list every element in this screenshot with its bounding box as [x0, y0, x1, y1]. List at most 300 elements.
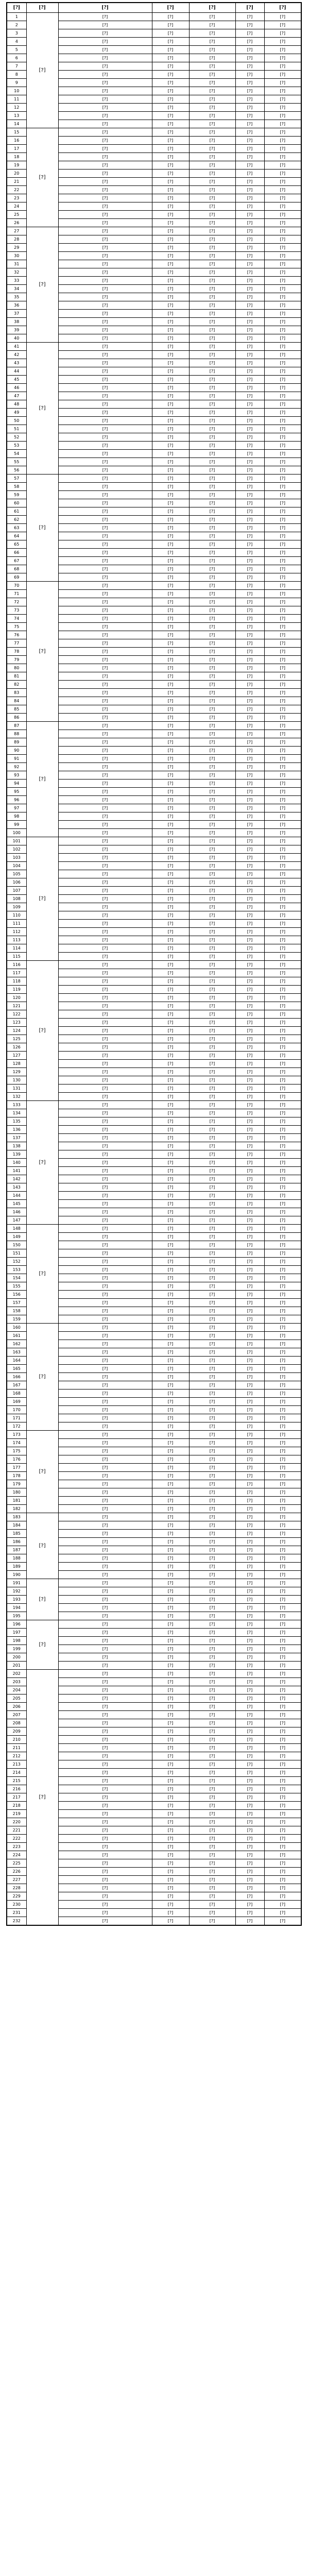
political-status-cell: [?]: [189, 38, 235, 46]
political-status-cell: [?]: [189, 672, 235, 681]
political-status-cell: [?]: [189, 145, 235, 153]
ethnicity-cell: [?]: [264, 227, 301, 235]
name-cell: [?]: [152, 1505, 189, 1513]
area-cell: [?]: [58, 334, 152, 343]
serial-cell: 201: [7, 1662, 26, 1670]
serial-cell: 226: [7, 1868, 26, 1876]
sex-cell: [?]: [235, 170, 264, 178]
serial-cell: 27: [7, 227, 26, 235]
name-cell: [?]: [152, 911, 189, 920]
name-cell: [?]: [152, 1777, 189, 1785]
political-status-cell: [?]: [189, 1662, 235, 1670]
area-cell: [?]: [58, 1142, 152, 1150]
serial-cell: 170: [7, 1406, 26, 1414]
ethnicity-cell: [?]: [264, 878, 301, 887]
political-status-cell: [?]: [189, 351, 235, 359]
political-status-cell: [?]: [189, 1159, 235, 1167]
sex-cell: [?]: [235, 409, 264, 417]
serial-cell: 54: [7, 450, 26, 458]
sex-cell: [?]: [235, 977, 264, 986]
name-cell: [?]: [152, 1307, 189, 1315]
ethnicity-cell: [?]: [264, 186, 301, 194]
political-status-cell: [?]: [189, 516, 235, 524]
political-status-cell: [?]: [189, 969, 235, 977]
name-cell: [?]: [152, 359, 189, 367]
sex-cell: [?]: [235, 1324, 264, 1332]
serial-cell: 14: [7, 120, 26, 128]
serial-cell: 148: [7, 1225, 26, 1233]
political-status-cell: [?]: [189, 1052, 235, 1060]
political-status-cell: [?]: [189, 1604, 235, 1612]
name-cell: [?]: [152, 1431, 189, 1439]
political-status-cell: [?]: [189, 763, 235, 771]
sex-cell: [?]: [235, 277, 264, 285]
serial-cell: 159: [7, 1315, 26, 1324]
name-cell: [?]: [152, 1365, 189, 1373]
political-status-cell: [?]: [189, 1192, 235, 1200]
political-status-cell: [?]: [189, 1546, 235, 1554]
name-cell: [?]: [152, 458, 189, 466]
area-cell: [?]: [58, 1093, 152, 1101]
ethnicity-cell: [?]: [264, 277, 301, 285]
area-cell: [?]: [58, 573, 152, 582]
serial-cell: 217: [7, 1793, 26, 1802]
ethnicity-cell: [?]: [264, 977, 301, 986]
political-status-cell: [?]: [189, 1530, 235, 1538]
area-cell: [?]: [58, 1159, 152, 1167]
sex-cell: [?]: [235, 1216, 264, 1225]
name-cell: [?]: [152, 120, 189, 128]
name-cell: [?]: [152, 310, 189, 318]
political-status-cell: [?]: [189, 656, 235, 664]
serial-cell: 32: [7, 268, 26, 277]
ethnicity-cell: [?]: [264, 565, 301, 573]
area-cell: [?]: [58, 887, 152, 895]
name-cell: [?]: [152, 1282, 189, 1291]
sex-cell: [?]: [235, 1093, 264, 1101]
serial-cell: 64: [7, 532, 26, 540]
name-cell: [?]: [152, 689, 189, 697]
political-status-cell: [?]: [189, 1620, 235, 1629]
sex-cell: [?]: [235, 235, 264, 244]
political-status-cell: [?]: [189, 1521, 235, 1530]
sex-cell: [?]: [235, 903, 264, 911]
ethnicity-cell: [?]: [264, 1447, 301, 1455]
serial-cell: 60: [7, 499, 26, 507]
serial-cell: 46: [7, 384, 26, 392]
name-cell: [?]: [152, 499, 189, 507]
sex-cell: [?]: [235, 1760, 264, 1769]
serial-cell: 121: [7, 1002, 26, 1010]
name-cell: [?]: [152, 104, 189, 112]
political-status-cell: [?]: [189, 1859, 235, 1868]
political-status-cell: [?]: [189, 1769, 235, 1777]
political-status-cell: [?]: [189, 1645, 235, 1653]
name-cell: [?]: [152, 343, 189, 351]
ethnicity-cell: [?]: [264, 854, 301, 862]
ethnicity-cell: [?]: [264, 1381, 301, 1389]
serial-cell: 116: [7, 961, 26, 969]
ethnicity-cell: [?]: [264, 1917, 301, 1926]
ethnicity-cell: [?]: [264, 13, 301, 21]
sex-cell: [?]: [235, 1480, 264, 1488]
ethnicity-cell: [?]: [264, 1109, 301, 1117]
sex-cell: [?]: [235, 549, 264, 557]
name-cell: [?]: [152, 1274, 189, 1282]
ethnicity-cell: [?]: [264, 1835, 301, 1843]
name-cell: [?]: [152, 29, 189, 38]
name-cell: [?]: [152, 796, 189, 804]
sex-cell: [?]: [235, 689, 264, 697]
political-status-cell: [?]: [189, 1109, 235, 1117]
area-cell: [?]: [58, 425, 152, 433]
serial-cell: 16: [7, 137, 26, 145]
name-cell: [?]: [152, 1389, 189, 1398]
sex-cell: [?]: [235, 1406, 264, 1414]
serial-cell: 164: [7, 1357, 26, 1365]
serial-cell: 117: [7, 969, 26, 977]
area-cell: [?]: [58, 161, 152, 170]
political-status-cell: [?]: [189, 582, 235, 590]
ethnicity-cell: [?]: [264, 911, 301, 920]
political-status-cell: [?]: [189, 598, 235, 606]
serial-cell: 28: [7, 235, 26, 244]
ethnicity-cell: [?]: [264, 1043, 301, 1052]
area-cell: [?]: [58, 1241, 152, 1249]
sex-cell: [?]: [235, 458, 264, 466]
political-status-cell: [?]: [189, 46, 235, 54]
sex-cell: [?]: [235, 1019, 264, 1027]
name-cell: [?]: [152, 1719, 189, 1727]
ethnicity-cell: [?]: [264, 95, 301, 104]
header-city: [?]: [26, 3, 58, 13]
area-cell: [?]: [58, 845, 152, 854]
serial-cell: 66: [7, 549, 26, 557]
political-status-cell: [?]: [189, 738, 235, 747]
area-cell: [?]: [58, 277, 152, 285]
name-cell: [?]: [152, 1414, 189, 1422]
political-status-cell: [?]: [189, 71, 235, 79]
area-cell: [?]: [58, 219, 152, 227]
political-status-cell: [?]: [189, 442, 235, 450]
sex-cell: [?]: [235, 62, 264, 71]
area-cell: [?]: [58, 524, 152, 532]
area-cell: [?]: [58, 1291, 152, 1299]
political-status-cell: [?]: [189, 1299, 235, 1307]
name-cell: [?]: [152, 573, 189, 582]
name-cell: [?]: [152, 1917, 189, 1926]
political-status-cell: [?]: [189, 1678, 235, 1686]
ethnicity-cell: [?]: [264, 714, 301, 722]
area-cell: [?]: [58, 1662, 152, 1670]
area-cell: [?]: [58, 1909, 152, 1917]
serial-cell: 105: [7, 870, 26, 878]
ethnicity-cell: [?]: [264, 1159, 301, 1167]
serial-cell: 212: [7, 1752, 26, 1760]
ethnicity-cell: [?]: [264, 1208, 301, 1216]
political-status-cell: [?]: [189, 1101, 235, 1109]
ethnicity-cell: [?]: [264, 1521, 301, 1530]
name-cell: [?]: [152, 615, 189, 623]
name-cell: [?]: [152, 1010, 189, 1019]
area-cell: [?]: [58, 664, 152, 672]
area-cell: [?]: [58, 1084, 152, 1093]
ethnicity-cell: [?]: [264, 1307, 301, 1315]
area-cell: [?]: [58, 1060, 152, 1068]
name-cell: [?]: [152, 1530, 189, 1538]
political-status-cell: [?]: [189, 1084, 235, 1093]
sex-cell: [?]: [235, 598, 264, 606]
name-cell: [?]: [152, 1826, 189, 1835]
ethnicity-cell: [?]: [264, 351, 301, 359]
ethnicity-cell: [?]: [264, 730, 301, 738]
sex-cell: [?]: [235, 1052, 264, 1060]
area-cell: [?]: [58, 631, 152, 639]
sex-cell: [?]: [235, 1686, 264, 1694]
serial-cell: 158: [7, 1307, 26, 1315]
serial-cell: 152: [7, 1258, 26, 1266]
area-cell: [?]: [58, 606, 152, 615]
serial-cell: 89: [7, 738, 26, 747]
area-cell: [?]: [58, 705, 152, 714]
ethnicity-cell: [?]: [264, 689, 301, 697]
sex-cell: [?]: [235, 1868, 264, 1876]
serial-cell: 69: [7, 573, 26, 582]
ethnicity-cell: [?]: [264, 1703, 301, 1711]
political-status-cell: [?]: [189, 384, 235, 392]
sex-cell: [?]: [235, 615, 264, 623]
political-status-cell: [?]: [189, 1208, 235, 1216]
table-row: [7, 1513, 301, 1521]
area-cell: [?]: [58, 95, 152, 104]
serial-cell: 87: [7, 722, 26, 730]
name-cell: [?]: [152, 1315, 189, 1324]
name-cell: [?]: [152, 1142, 189, 1150]
political-status-cell: [?]: [189, 1117, 235, 1126]
name-cell: [?]: [152, 1686, 189, 1694]
name-cell: [?]: [152, 747, 189, 755]
table-body: [7, 13, 301, 1926]
political-status-cell: [?]: [189, 977, 235, 986]
serial-cell: 211: [7, 1744, 26, 1752]
table-header: [7, 3, 301, 13]
name-cell: [?]: [152, 1027, 189, 1035]
political-status-cell: [?]: [189, 887, 235, 895]
city-cell: [?]: [26, 343, 58, 474]
sex-cell: [?]: [235, 474, 264, 483]
political-status-cell: [?]: [189, 310, 235, 318]
sex-cell: [?]: [235, 21, 264, 29]
political-status-cell: [?]: [189, 1744, 235, 1752]
sex-cell: [?]: [235, 1117, 264, 1126]
political-status-cell: [?]: [189, 1439, 235, 1447]
serial-cell: 183: [7, 1513, 26, 1521]
sex-cell: [?]: [235, 112, 264, 120]
area-cell: [?]: [58, 1769, 152, 1777]
area-cell: [?]: [58, 1727, 152, 1736]
area-cell: [?]: [58, 112, 152, 120]
political-status-cell: [?]: [189, 219, 235, 227]
sex-cell: [?]: [235, 1645, 264, 1653]
name-cell: [?]: [152, 1612, 189, 1620]
sex-cell: [?]: [235, 631, 264, 639]
ethnicity-cell: [?]: [264, 153, 301, 161]
ethnicity-cell: [?]: [264, 87, 301, 95]
name-cell: [?]: [152, 648, 189, 656]
name-cell: [?]: [152, 895, 189, 903]
name-cell: [?]: [152, 1126, 189, 1134]
area-cell: [?]: [58, 1101, 152, 1109]
area-cell: [?]: [58, 788, 152, 796]
sex-cell: [?]: [235, 1917, 264, 1926]
serial-cell: 227: [7, 1876, 26, 1884]
ethnicity-cell: [?]: [264, 384, 301, 392]
serial-cell: 186: [7, 1538, 26, 1546]
ethnicity-cell: [?]: [264, 804, 301, 812]
serial-cell: 224: [7, 1851, 26, 1859]
header-ethnicity: [?]: [264, 3, 301, 13]
name-cell: [?]: [152, 631, 189, 639]
sex-cell: [?]: [235, 854, 264, 862]
ethnicity-cell: [?]: [264, 1563, 301, 1571]
serial-cell: 93: [7, 771, 26, 779]
serial-cell: 112: [7, 928, 26, 936]
sex-cell: [?]: [235, 1076, 264, 1084]
political-status-cell: [?]: [189, 301, 235, 310]
area-cell: [?]: [58, 1019, 152, 1027]
ethnicity-cell: [?]: [264, 1150, 301, 1159]
name-cell: [?]: [152, 961, 189, 969]
ethnicity-cell: [?]: [264, 705, 301, 714]
serial-cell: 42: [7, 351, 26, 359]
ethnicity-cell: [?]: [264, 1554, 301, 1563]
ethnicity-cell: [?]: [264, 763, 301, 771]
sex-cell: [?]: [235, 953, 264, 961]
political-status-cell: [?]: [189, 1901, 235, 1909]
name-cell: [?]: [152, 936, 189, 944]
name-cell: [?]: [152, 697, 189, 705]
area-cell: [?]: [58, 351, 152, 359]
name-cell: [?]: [152, 845, 189, 854]
serial-cell: 103: [7, 854, 26, 862]
area-cell: [?]: [58, 1587, 152, 1596]
area-cell: [?]: [58, 1777, 152, 1785]
political-status-cell: [?]: [189, 895, 235, 903]
area-cell: [?]: [58, 928, 152, 936]
ethnicity-cell: [?]: [264, 1431, 301, 1439]
political-status-cell: [?]: [189, 425, 235, 433]
political-status-cell: [?]: [189, 466, 235, 474]
political-status-cell: [?]: [189, 260, 235, 268]
ethnicity-cell: [?]: [264, 1249, 301, 1258]
ethnicity-cell: [?]: [264, 1818, 301, 1826]
area-cell: [?]: [58, 1216, 152, 1225]
roster-table: [6, 2, 302, 1926]
serial-cell: 216: [7, 1785, 26, 1793]
area-cell: [?]: [58, 549, 152, 557]
serial-cell: 71: [7, 590, 26, 598]
ethnicity-cell: [?]: [264, 483, 301, 491]
political-status-cell: [?]: [189, 1596, 235, 1604]
serial-cell: 67: [7, 557, 26, 565]
political-status-cell: [?]: [189, 1909, 235, 1917]
ethnicity-cell: [?]: [264, 409, 301, 417]
political-status-cell: [?]: [189, 944, 235, 953]
area-cell: [?]: [58, 1876, 152, 1884]
city-cell: [?]: [26, 1579, 58, 1620]
serial-cell: 207: [7, 1711, 26, 1719]
ethnicity-cell: [?]: [264, 986, 301, 994]
serial-cell: 77: [7, 639, 26, 648]
area-cell: [?]: [58, 755, 152, 763]
sex-cell: [?]: [235, 1175, 264, 1183]
ethnicity-cell: [?]: [264, 639, 301, 648]
political-status-cell: [?]: [189, 1093, 235, 1101]
name-cell: [?]: [152, 1439, 189, 1447]
ethnicity-cell: [?]: [264, 755, 301, 763]
sex-cell: [?]: [235, 771, 264, 779]
ethnicity-cell: [?]: [264, 1620, 301, 1629]
name-cell: [?]: [152, 1769, 189, 1777]
ethnicity-cell: [?]: [264, 1010, 301, 1019]
serial-cell: 70: [7, 582, 26, 590]
table-row: [7, 1579, 301, 1587]
city-cell: [?]: [26, 837, 58, 961]
ethnicity-cell: [?]: [264, 21, 301, 29]
sex-cell: [?]: [235, 788, 264, 796]
area-cell: [?]: [58, 170, 152, 178]
sex-cell: [?]: [235, 1843, 264, 1851]
political-status-cell: [?]: [189, 343, 235, 351]
name-cell: [?]: [152, 13, 189, 21]
name-cell: [?]: [152, 1241, 189, 1249]
ethnicity-cell: [?]: [264, 334, 301, 343]
political-status-cell: [?]: [189, 318, 235, 326]
ethnicity-cell: [?]: [264, 1299, 301, 1307]
political-status-cell: [?]: [189, 1389, 235, 1398]
serial-cell: 100: [7, 829, 26, 837]
area-cell: [?]: [58, 1192, 152, 1200]
ethnicity-cell: [?]: [264, 812, 301, 821]
name-cell: [?]: [152, 1035, 189, 1043]
political-status-cell: [?]: [189, 417, 235, 425]
name-cell: [?]: [152, 1200, 189, 1208]
sex-cell: [?]: [235, 573, 264, 582]
area-cell: [?]: [58, 343, 152, 351]
name-cell: [?]: [152, 862, 189, 870]
serial-cell: 113: [7, 936, 26, 944]
serial-cell: 39: [7, 326, 26, 334]
ethnicity-cell: [?]: [264, 664, 301, 672]
sex-cell: [?]: [235, 796, 264, 804]
area-cell: [?]: [58, 1612, 152, 1620]
ethnicity-cell: [?]: [264, 1076, 301, 1084]
sex-cell: [?]: [235, 1389, 264, 1398]
sex-cell: [?]: [235, 804, 264, 812]
name-cell: [?]: [152, 1513, 189, 1521]
name-cell: [?]: [152, 1736, 189, 1744]
area-cell: [?]: [58, 227, 152, 235]
name-cell: [?]: [152, 1785, 189, 1793]
serial-cell: 80: [7, 664, 26, 672]
ethnicity-cell: [?]: [264, 170, 301, 178]
sex-cell: [?]: [235, 1744, 264, 1752]
name-cell: [?]: [152, 582, 189, 590]
political-status-cell: [?]: [189, 796, 235, 804]
sex-cell: [?]: [235, 1241, 264, 1249]
sex-cell: [?]: [235, 623, 264, 631]
political-status-cell: [?]: [189, 1398, 235, 1406]
